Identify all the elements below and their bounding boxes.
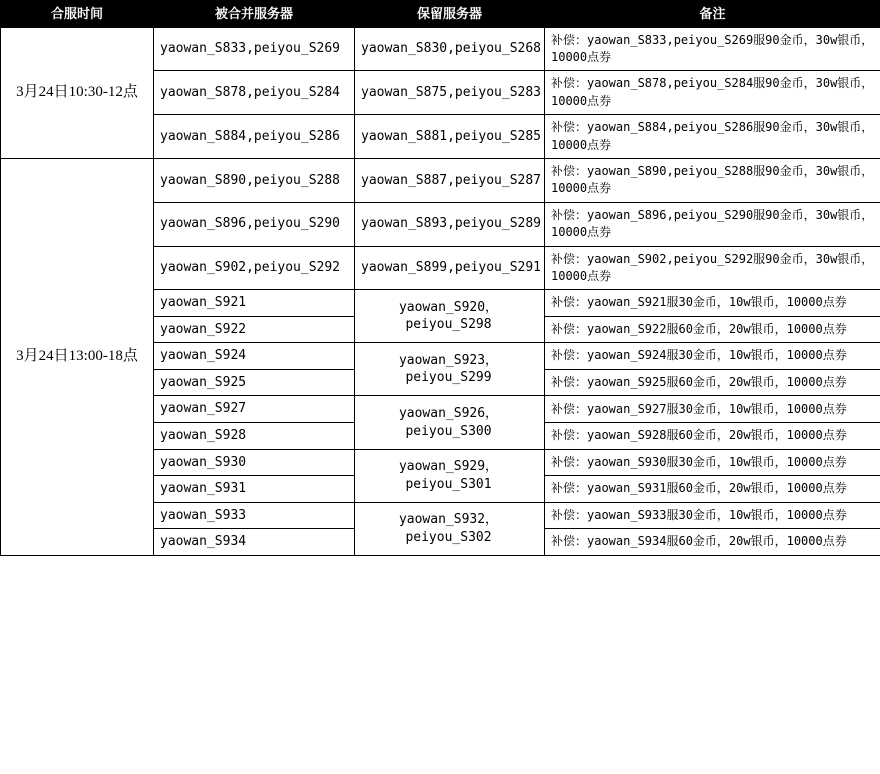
kept-server-cell: yaowan_S899,peiyou_S291 — [355, 246, 545, 290]
merged-server-cell: yaowan_S928 — [154, 423, 355, 450]
merged-server-cell: yaowan_S931 — [154, 476, 355, 503]
compensation-note-cell: 补偿：yaowan_S925服60金币，20w银币，10000点券 — [545, 369, 880, 396]
kept-server-cell: yaowan_S920，peiyou_S298 — [355, 290, 545, 343]
table-header-row — [1, 1, 880, 28]
kept-server-cell: yaowan_S932，peiyou_S302 — [355, 502, 545, 555]
merged-server-cell: yaowan_S924 — [154, 343, 355, 370]
compensation-note-cell: 补偿：yaowan_S890,peiyou_S288服90金币，30w银币，10000点券 — [545, 158, 880, 202]
kept-server-cell: yaowan_S875,peiyou_S283 — [355, 71, 545, 115]
merged-server-cell: yaowan_S833,peiyou_S269 — [154, 27, 355, 71]
compensation-note-cell: 补偿：yaowan_S931服60金币，20w银币，10000点券 — [545, 476, 880, 503]
kept-server-cell: yaowan_S893,peiyou_S289 — [355, 202, 545, 246]
compensation-note-cell: 补偿：yaowan_S930服30金币，10w银币，10000点券 — [545, 449, 880, 476]
compensation-note-cell: 补偿：yaowan_S878,peiyou_S284服90金币，30w银币，10000点券 — [545, 71, 880, 115]
compensation-note-cell: 补偿：yaowan_S902,peiyou_S292服90金币，30w银币，10000点券 — [545, 246, 880, 290]
merged-server-cell: yaowan_S922 — [154, 316, 355, 343]
merged-server-cell: yaowan_S933 — [154, 502, 355, 529]
table-row — [1, 27, 880, 71]
merge-time-cell: 3月24日10:30-12点 — [1, 27, 154, 158]
merged-server-cell: yaowan_S878,peiyou_S284 — [154, 71, 355, 115]
kept-server-cell: yaowan_S887,peiyou_S287 — [355, 158, 545, 202]
merged-server-cell: yaowan_S896,peiyou_S290 — [154, 202, 355, 246]
compensation-note-cell: 补偿：yaowan_S921服30金币，10w银币，10000点券 — [545, 290, 880, 317]
kept-server-cell: yaowan_S881,peiyou_S285 — [355, 115, 545, 159]
column-header-merged-servers: 被合并服务器 — [154, 1, 355, 28]
table-body — [1, 27, 880, 555]
kept-server-cell: yaowan_S923，peiyou_S299 — [355, 343, 545, 396]
merge-time-cell: 3月24日13:00-18点 — [1, 158, 154, 555]
compensation-note-cell: 补偿：yaowan_S934服60金币，20w银币，10000点券 — [545, 529, 880, 556]
merged-server-cell: yaowan_S921 — [154, 290, 355, 317]
kept-server-cell: yaowan_S830,peiyou_S268 — [355, 27, 545, 71]
compensation-note-cell: 补偿：yaowan_S922服60金币，20w银币，10000点券 — [545, 316, 880, 343]
compensation-note-cell: 补偿：yaowan_S924服30金币，10w银币，10000点券 — [545, 343, 880, 370]
merged-server-cell: yaowan_S930 — [154, 449, 355, 476]
compensation-note-cell: 补偿：yaowan_S833,peiyou_S269服90金币，30w银币，10000点券 — [545, 27, 880, 71]
column-header-kept-servers: 保留服务器 — [355, 1, 545, 28]
merged-server-cell: yaowan_S925 — [154, 369, 355, 396]
kept-server-cell: yaowan_S929，peiyou_S301 — [355, 449, 545, 502]
compensation-note-cell: 补偿：yaowan_S927服30金币，10w银币，10000点券 — [545, 396, 880, 423]
column-header-merge-time: 合服时间 — [1, 1, 154, 28]
merged-server-cell: yaowan_S902,peiyou_S292 — [154, 246, 355, 290]
table-row — [1, 158, 880, 202]
compensation-note-cell: 补偿：yaowan_S933服30金币，10w银币，10000点券 — [545, 502, 880, 529]
merged-server-cell: yaowan_S934 — [154, 529, 355, 556]
merged-server-cell: yaowan_S884,peiyou_S286 — [154, 115, 355, 159]
kept-server-cell: yaowan_S926，peiyou_S300 — [355, 396, 545, 449]
merged-server-cell: yaowan_S890,peiyou_S288 — [154, 158, 355, 202]
compensation-note-cell: 补偿：yaowan_S928服60金币，20w银币，10000点券 — [545, 423, 880, 450]
compensation-note-cell: 补偿：yaowan_S896,peiyou_S290服90金币，30w银币，10000点券 — [545, 202, 880, 246]
merged-server-cell: yaowan_S927 — [154, 396, 355, 423]
compensation-note-cell: 补偿：yaowan_S884,peiyou_S286服90金币，30w银币，10000点券 — [545, 115, 880, 159]
column-header-note: 备注 — [545, 1, 880, 28]
